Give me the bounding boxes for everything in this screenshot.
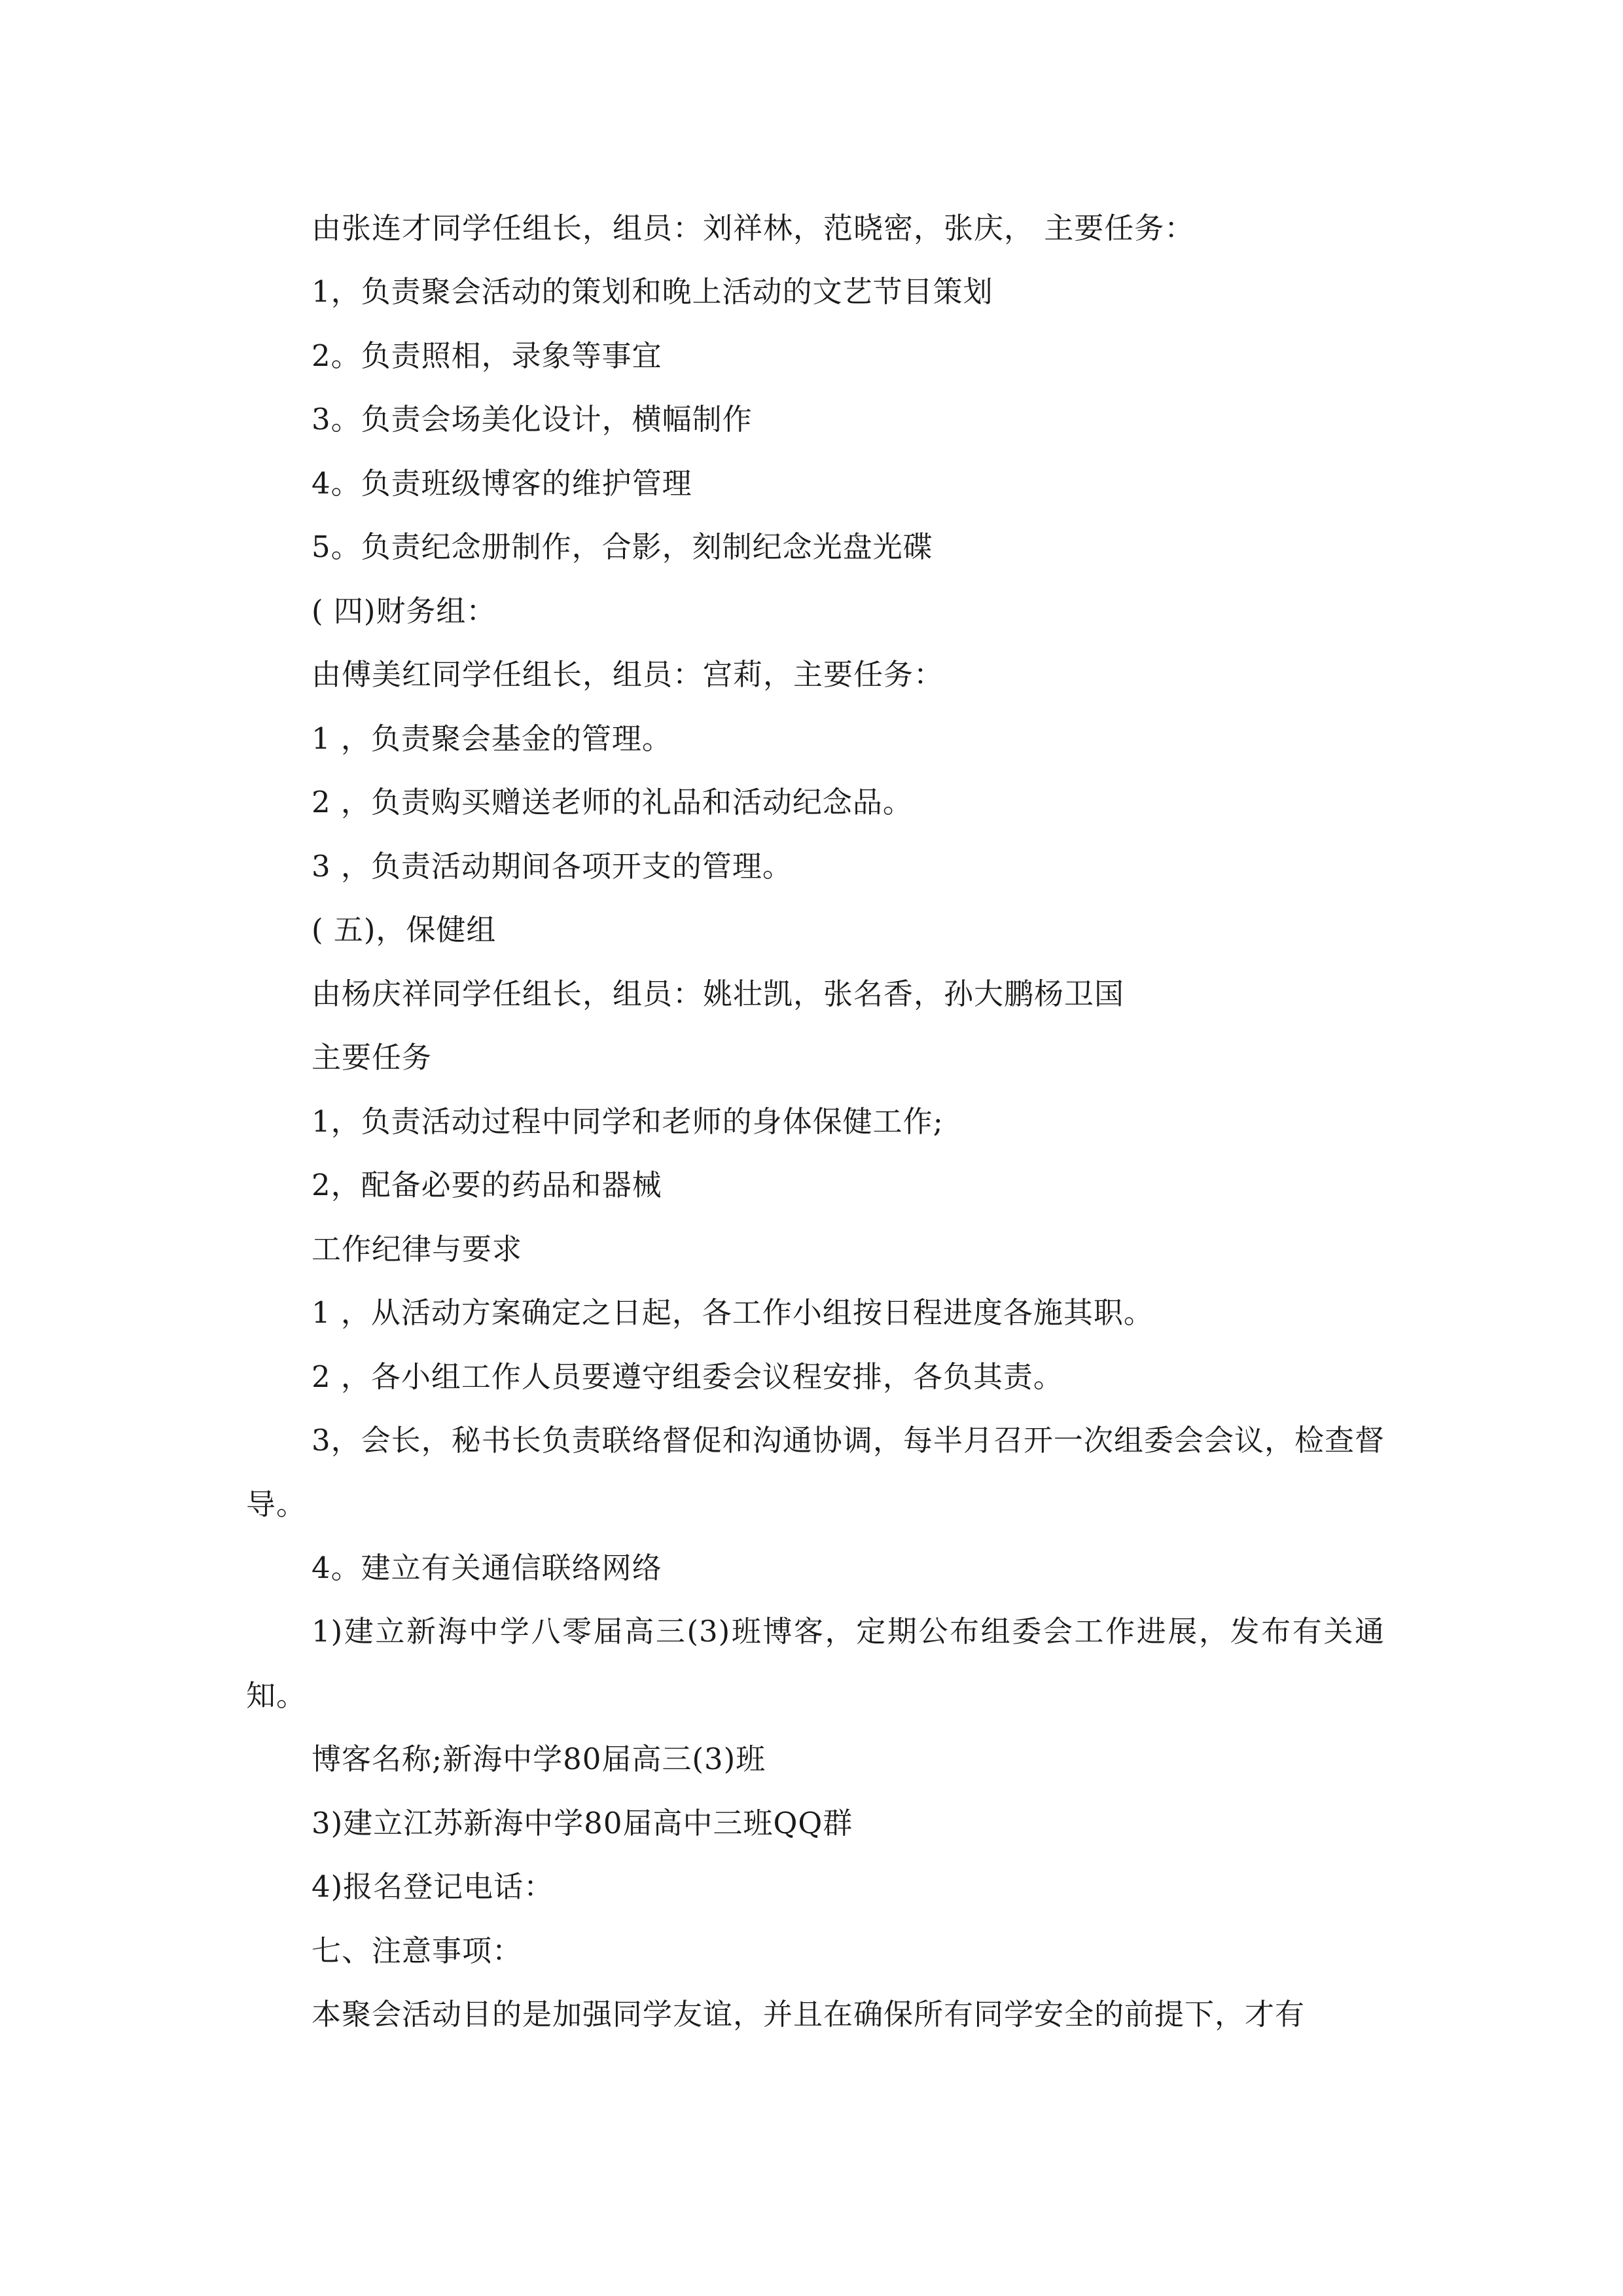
text-line: 4)报名登记电话： <box>312 1869 554 1904</box>
text-line: 1 ，从活动方案确定之日起，各工作小组按日程进度各施其职。 <box>312 1295 1154 1330</box>
text-line: 4。负责班级博客的维护管理 <box>312 466 692 501</box>
text-line: 1，负责聚会活动的策划和晚上活动的文艺节目策划 <box>312 274 993 309</box>
text-line: 博客名称;新海中学80届高三(3)班 <box>312 1742 766 1776</box>
text-line: 3。负责会场美化设计，横幅制作 <box>312 402 753 437</box>
text-line: 2 ，各小组工作人员要遵守组委会议程安排，各负其责。 <box>312 1359 1063 1394</box>
text-line: 由张连才同学任组长，组员：刘祥林，范晓密，张庆， 主要任务： <box>312 211 1195 245</box>
text-line: 5。负责纪念册制作，合影，刻制纪念光盘光碟 <box>312 529 933 564</box>
text-line: 由傅美红同学任组长，组员：宫莉，主要任务： <box>312 657 944 692</box>
text-line: 主要任务 <box>312 1040 433 1075</box>
text-line: 1 ，负责聚会基金的管理。 <box>312 721 672 756</box>
section-heading: ( 五)，保健组 <box>312 912 497 947</box>
text-line: 1，负责活动过程中同学和老师的身体保健工作; <box>312 1104 944 1139</box>
text-line: 3 ，负责活动期间各项开支的管理。 <box>312 849 793 884</box>
section-heading: ( 四)财务组： <box>312 594 497 628</box>
text-line: 2。负责照相，录象等事宜 <box>312 338 662 373</box>
section-heading: 七、注意事项： <box>312 1933 523 1968</box>
section-heading: 工作纪律与要求 <box>312 1232 523 1266</box>
text-line: 2，配备必要的药品和器械 <box>312 1168 662 1202</box>
paragraph: 3，会长，秘书长负责联络督促和沟通协调，每半月召开一次组委会会议，检查督导。 <box>246 1423 1385 1522</box>
text-line: 由杨庆祥同学任组长，组员：姚壮凯，张名香，孙大鹏杨卫国 <box>312 977 1125 1011</box>
paragraph: 1)建立新海中学八零届高三(3)班博客，定期公布组委会工作进展，发布有关通知。 <box>246 1614 1385 1713</box>
text-line: 3)建立江苏新海中学80届高中三班QQ群 <box>312 1806 853 1840</box>
text-line: 本聚会活动目的是加强同学友谊，并且在确保所有同学安全的前提下，才有 <box>312 1997 1306 2032</box>
text-line: 4。建立有关通信联络网络 <box>312 1551 662 1585</box>
text-line: 2 ，负责购买赠送老师的礼品和活动纪念品。 <box>312 785 913 819</box>
